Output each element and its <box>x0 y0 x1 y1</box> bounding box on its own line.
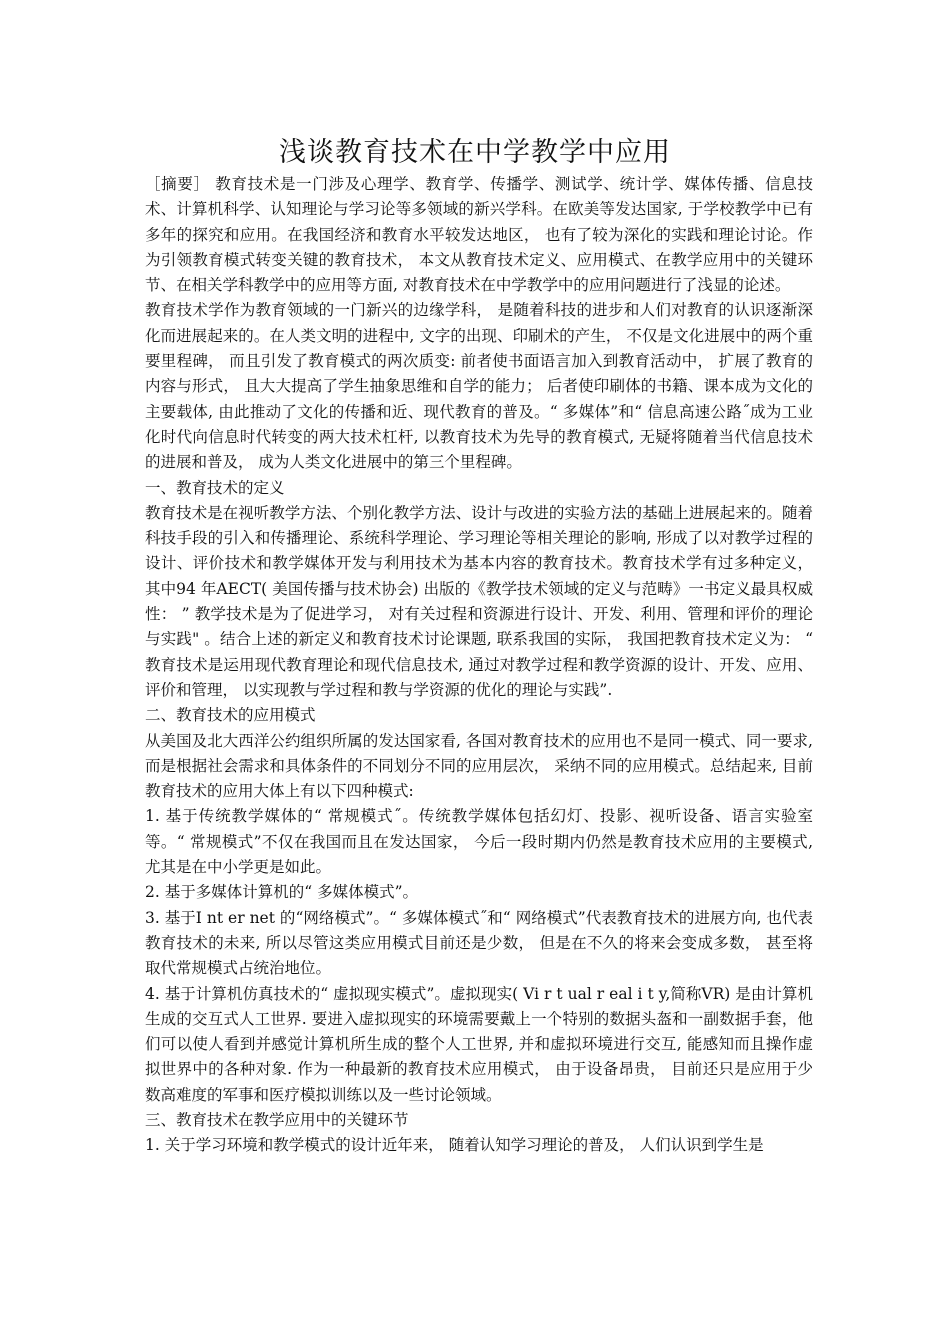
list-item: 1. 基于传统教学媒体的“ 常规模式˝。传统教学媒体包括幻灯、投影、视听设备、语言实验室等。“ 常规模式”不仅在我国而且在发达国家， 今后一段时期内仍然是教育技术应用的主要模式, 尤其是在中小学更是如此。 <box>145 807 813 877</box>
section-heading: 一、教育技术的定义 <box>145 478 285 497</box>
list-item: 2. 基于多媒体计算机的“ 多媒体模式”。 <box>145 883 418 902</box>
section-heading: 二、教育技术的应用模式 <box>145 706 316 725</box>
list-item: 4. 基于计算机仿真技术的“ 虚拟现实模式”。虚拟现实( Vi r t ual r eal i t y,简称VR) 是由计算机生成的交互式人工世界. 要进入虚拟现实的环境需要戴上一个特别的数据头盔和一副数据手套，他们可以使人看到并感觉计算机所生成的整个人工世界, 并和虚拟环境进行交互, 能感知而且操作虚拟世界中的各种对象. 作为一种最新的教育技术应用模式， 由于设备昂贵， 目前还只是应用于少数高难度的军事和医疗模拟训练以及一些讨论领域。 <box>145 984 813 1104</box>
document-title: 浅谈教育技术在中学教学中应用 <box>279 137 671 168</box>
list-item: 3. 基于I nt er net 的“网络模式”。“ 多媒体模式˝和“ 网络模式”代表教育技术的进展方向, 也代表教育技术的未来, 所以尽管这类应用模式目前还是少数， 但是在不久的将来会变成多数， 甚至将取代常规模式占统治地位。 <box>145 908 813 978</box>
body-paragraph: 教育技术是在视听教学方法、个别化教学方法、设计与改进的实验方法的基础上进展起来的。随着科技手段的引入和传播理论、系统科学理论、学习理论等相关理论的影响, 形成了以对教学过程的设计、评价技术和教学媒体开发与利用技术为基本内容的教育技术。教育技术学有过多种定义， 其中94 年AECT( 美国传播与技术协会) 出版的《教学技术领域的定义与范畴》一书定义最具权威性： ” 教学技术是为了促进学习， 对有关过程和资源进行设计、开发、利用、管理和评价的理论与实践" 。结合上述的新定义和教育技术讨论课题, 联系我国的实际， 我国把教育技术定义为： “ 教育技术是运用现代教育理论和现代信息技术, 通过对教学过程和教学资源的设计、开发、应用、评价和管理， 以实现教与学过程和教与学资源的优化的理论与实践”. <box>145 503 813 699</box>
intro-paragraph: 教育技术学作为教育领域的一门新兴的边缘学科， 是随着科技的进步和人们对教育的认识逐渐深化而进展起来的。在人类文明的进程中, 文字的出现、印刷术的产生， 不仅是文化进展中的两个重要里程碑， 而且引发了教育模式的两次质变: 前者使书面语言加入到教育活动中， 扩展了教育的内容与形式， 且大大提高了学生抽象思维和自学的能力； 后者使印刷体的书籍、课本成为文化的主要载体, 由此推动了文化的传播和近、现代教育的普及。“ 多媒体”和“ 信息高速公路˝成为工业化时代向信息时代转变的两大技术杠杆, 以教育技术为先导的教育模式, 无疑将随着当代信息技术的进展和普及， 成为人类文化进展中的第三个里程碑。 <box>145 301 813 472</box>
document-body <box>145 172 813 1159</box>
section-heading: 三、教育技术在教学应用中的关键环节 <box>145 1110 409 1129</box>
list-item: 1. 关于学习环境和教学模式的设计近年来， 随着认知学习理论的普及， 人们认识到学生是 <box>145 1136 764 1155</box>
abstract-paragraph: ［摘要］ 教育技术是一门涉及心理学、教育学、传播学、测试学、统计学、媒体传播、信息技术、计算机科学、认知理论与学习论等多领域的新兴学科。在欧美等发达国家, 于学校教学中已有多年的探究和应用。在我国经济和教育水平较发达地区， 也有了较为深化的实践和理论讨论。作为引领教育模式转变关键的教育技术， 本文从教育技术定义、应用模式、在教学应用中的关键环节、在相关学科教学中的应用等方面, 对教育技术在中学教学中的应用问题进行了浅显的论述。 <box>145 175 813 295</box>
body-paragraph: 从美国及北大西洋公约组织所属的发达国家看, 各国对教育技术的应用也不是同一模式、同一要求, 而是根据社会需求和具体条件的不同划分不同的应用层次， 采纳不同的应用模式。总结起来, 目前教育技术的应用大体上有以下四种模式: <box>145 731 813 801</box>
